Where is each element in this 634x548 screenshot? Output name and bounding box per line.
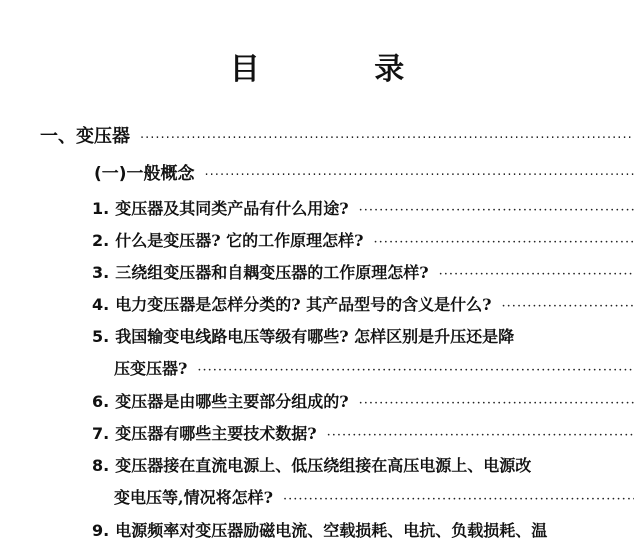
toc-item-3[interactable]: [92, 263, 634, 285]
item-number: 1.: [92, 199, 110, 218]
leader-dots: [374, 233, 634, 253]
toc-section-1[interactable]: [40, 127, 634, 149]
toc-item-8-continuation[interactable]: [114, 488, 634, 510]
toc-item-1[interactable]: [92, 199, 634, 221]
leader-dots: [439, 265, 634, 285]
item-text: 变压器是由哪些主要部分组成的?: [115, 392, 349, 411]
item-text: 变压器接在直流电源上、低压绕组接在高压电源上、电源改: [115, 456, 532, 475]
subsection-label: (一)一般概念: [94, 164, 195, 184]
item-number: 5.: [92, 327, 110, 346]
toc-item-4[interactable]: [92, 295, 634, 317]
item-number: 2.: [92, 231, 110, 250]
item-text: 三绕组变压器和自耦变压器的工作原理怎样?: [115, 263, 429, 282]
leader-dots: [359, 394, 634, 414]
item-number: 6.: [92, 392, 110, 411]
leader-dots: [327, 426, 634, 446]
item-text: 变压器有哪些主要技术数据?: [115, 424, 317, 443]
item-text-continuation: 压变压器?: [114, 359, 188, 378]
leader-dots: [359, 201, 634, 221]
toc-item-7[interactable]: [92, 424, 634, 446]
item-number: 7.: [92, 424, 110, 443]
toc-item-2[interactable]: [92, 231, 634, 253]
toc-item-6[interactable]: [92, 392, 634, 414]
item-number: 9.: [92, 521, 110, 540]
item-number: 3.: [92, 263, 110, 282]
toc-item-5[interactable]: [92, 327, 634, 347]
leader-dots: [205, 166, 634, 186]
item-text: 变压器及其同类产品有什么用途?: [115, 199, 349, 218]
item-text-continuation: 变电压等,情况将怎样?: [114, 488, 273, 507]
leader-dots: [283, 490, 634, 510]
item-text: 什么是变压器? 它的工作原理怎样?: [115, 231, 364, 250]
page-title: 目 录: [229, 52, 457, 87]
item-text: 电力变压器是怎样分类的? 其产品型号的含义是什么?: [115, 295, 492, 314]
toc-item-5-continuation[interactable]: [114, 359, 634, 381]
item-number: 4.: [92, 295, 110, 314]
toc-subsection-1[interactable]: [94, 164, 634, 186]
toc-item-8[interactable]: [92, 456, 634, 476]
item-number: 8.: [92, 456, 110, 475]
leader-dots: [197, 361, 634, 381]
leader-dots: [502, 297, 634, 317]
section-label: 一、变压器: [40, 126, 130, 147]
toc-item-9[interactable]: [92, 521, 634, 541]
item-text: 电源频率对变压器励磁电流、空载损耗、电抗、负载损耗、温: [115, 521, 548, 540]
leader-dots: [140, 129, 634, 149]
item-text: 我国输变电线路电压等级有哪些? 怎样区别是升压还是降: [115, 327, 515, 346]
